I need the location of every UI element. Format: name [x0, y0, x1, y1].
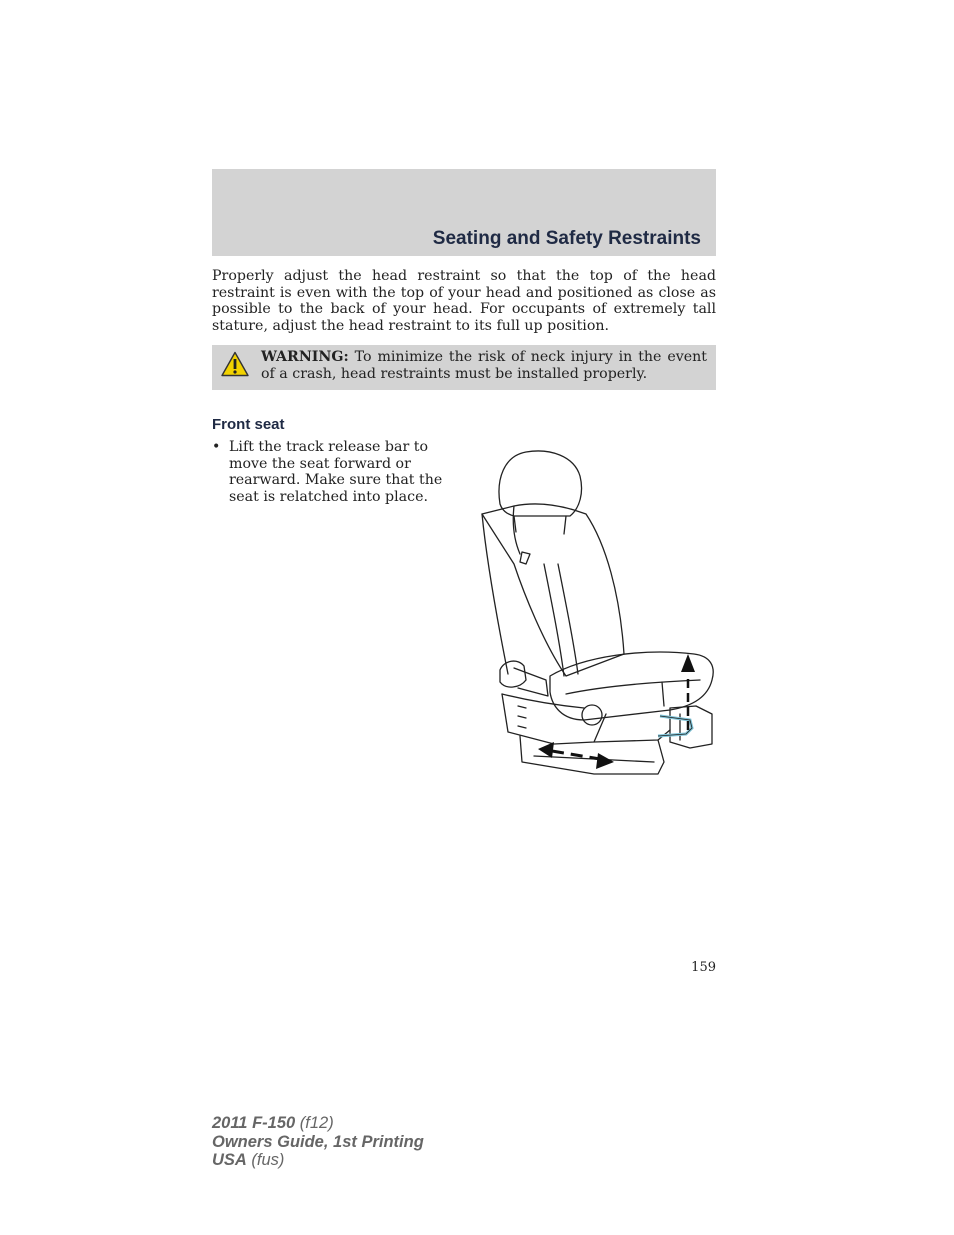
section-title: Seating and Safety Restraints	[432, 228, 701, 249]
footer	[212, 1114, 424, 1170]
page-number: 159	[691, 960, 716, 975]
intro-paragraph: Properly adjust the head restraint so that the top of the head restraint is even with the top of your head and positioned as close as possible to the back of your head. For occupants of extremely tall stature, adjust the head restraint to its full up position.	[212, 268, 716, 334]
warning-triangle-icon	[221, 351, 249, 377]
bullet-icon: •	[212, 439, 221, 455]
warning-message: To minimize the risk of neck injury in the event of a crash, head restraints must be installed properly.	[261, 349, 707, 382]
list-item	[212, 439, 464, 505]
warning-box	[212, 345, 716, 390]
front-seat-heading: Front seat	[212, 416, 285, 433]
footer-region-code: (fus)	[246, 1151, 285, 1169]
footer-model: 2011 F-150	[212, 1114, 296, 1132]
section-header-band	[212, 169, 716, 256]
footer-guide-line	[212, 1133, 424, 1152]
footer-region: USA	[212, 1151, 247, 1169]
warning-text	[261, 349, 707, 382]
footer-region-line	[212, 1151, 424, 1170]
footer-guide: Owners Guide, 1st Printing	[212, 1132, 424, 1151]
front-seat-illustration	[474, 444, 720, 776]
footer-model-code: (f12)	[295, 1114, 334, 1132]
footer-model-line	[212, 1114, 424, 1133]
warning-label: WARNING:	[261, 349, 349, 365]
front-seat-bullets	[212, 439, 464, 505]
bullet-text: Lift the track release bar to move the seat forward or rearward. Make sure that the seat is relatched into place.	[229, 439, 443, 505]
